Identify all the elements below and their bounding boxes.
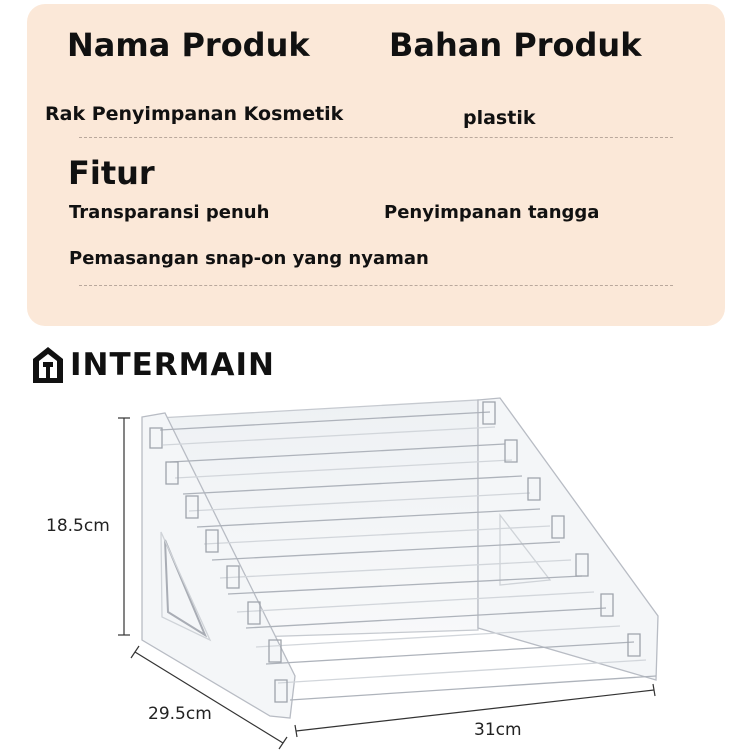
width-label: 31cm [474,720,522,740]
feature-item: Transparansi penuh [69,202,270,223]
height-label: 18.5cm [46,516,110,536]
feature-item: Penyimpanan tangga [384,202,600,223]
material-value: plastik [463,107,536,129]
material-heading: Bahan Produk [389,26,642,64]
depth-label: 29.5cm [148,704,212,724]
product-name-heading: Nama Produk [67,26,310,64]
features-heading: Fitur [68,154,155,192]
brand-name: INTERMAIN [70,347,275,383]
product-name-value: Rak Penyimpanan Kosmetik [45,103,344,125]
feature-item: Pemasangan snap-on yang nyaman [69,248,429,269]
